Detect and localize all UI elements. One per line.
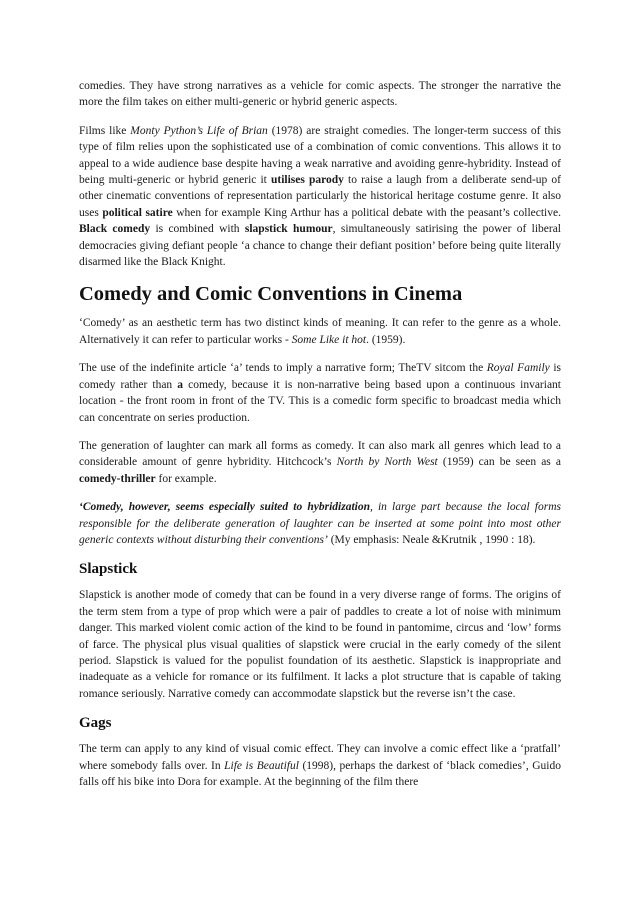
section-heading-slapstick: Slapstick [79, 561, 138, 578]
section-heading-gags: Gags [79, 715, 112, 732]
emphasis-term: utilises parody [271, 174, 344, 187]
emphasis-term: political satire [102, 206, 173, 219]
film-title: Some Like it hot [291, 333, 367, 346]
quote-emphasis: ‘Comedy, however, seems especially suited to hybridization [79, 501, 370, 514]
emphasis-term: a [177, 378, 184, 391]
paragraph-laughter-generation: The generation of laughter can mark all forms as comedy. It can also mark all genres which lead to a considerable amount of genre hybridity. Hitchcock’s North by North West (1959) can be seen as a comedy-thriller for example. [79, 439, 561, 485]
paragraph-comedies-narratives: comedies. They have strong narratives as a vehicle for comic aspects. The stronger the narrative the more the film takes on either multi-generic or hybrid generic aspects. [79, 80, 561, 109]
paragraph-comedy-meaning: ‘Comedy’ as an aesthetic term has two distinct kinds of meaning. It can refer to the genre as a whole. Alternatively it can refer to particular works - Some Like it hot. (1959). [79, 317, 561, 346]
paragraph-slapstick: Slapstick is another mode of comedy that can be found in a very diverse range of forms. The origins of the term stem from a type of prop which were a pair of paddles to create a lot of noise with minimum danger. This marked violent comic action of the kind to be found in pantomime, circus and ‘low’ forms of farce. The physical plus visual qualities of slapstick were crucial in the early comedy of the silent period. Slapstick is valued for the populist foundation of its aesthetic. Slapstick is inappropriate and inadequate as a vehicle for romance or its fulfilment. It lacks a plot structure that is capable of taking romance seriously. Narrative comedy can accommodate slapstick but the reverse isn’t the case. [79, 589, 561, 700]
paragraph-gags: The term can apply to any kind of visual comic effect. They can involve a comic effect like a ‘pratfall’ where somebody falls over. In Life is Beautiful (1998), perhaps the darkest of ‘black comedies’, Guido falls off his bike into Dora for example. At the beginning of the film there [79, 743, 561, 788]
quote-text: , in large part because the local forms responsible for the deliberate generation of laughter can be inserted at some point into most other generic contexts without disturbing their conventions’ [79, 501, 561, 546]
paragraph-hybridization-quote [79, 499, 561, 548]
section-heading-comedy-conventions: Comedy and Comic Conventions in Cinema [79, 283, 463, 306]
citation: (My emphasis: Neale &Krutnik , 1990 : 18). [327, 533, 536, 546]
paragraph-monty-python: Films like Monty Python’s Life of Brian (1978) are straight comedies. The longer-term success of this type of film relies upon the sophisticated use of a combination of comic conventions. This allows it to appeal to a wide audience base despite having a weak narrative and avoiding genre-hybridity. Instead of being multi-generic or hybrid generic it utilises parody to raise a laugh from a deliberate send-up of other cinematic conventions of representation particularly the historical heritage costume genre. It also uses political satire when for example King Arthur has a political debate with the peasant’s collective. Black comedy is combined with slapstick humour, simultaneously satirising the power of liberal democracies giving defiant people ‘a chance to change their defiant position’ before being quite literally disarmed like the Black Knight. [79, 124, 562, 269]
film-title: North by North West [336, 456, 438, 469]
show-title: Royal Family [486, 362, 550, 375]
film-title: Life is Beautiful [224, 759, 299, 772]
emphasis-term: Black comedy [79, 223, 151, 236]
paragraph-indefinite-article: The use of the indefinite article ‘a’ tends to imply a narrative form; TheTV sitcom the Royal Family is comedy rather than a comedy, because it is non-narrative being based upon a continuous invariant location - the front room in front of the TV. This is a comedic form specific to broadcast media which can concentrate on series production. [79, 362, 562, 424]
page-content [79, 78, 561, 802]
emphasis-term: slapstick humour [244, 223, 333, 236]
film-title: Monty Python’s Life of Brian [130, 124, 268, 137]
emphasis-term: comedy-thriller [79, 472, 156, 485]
